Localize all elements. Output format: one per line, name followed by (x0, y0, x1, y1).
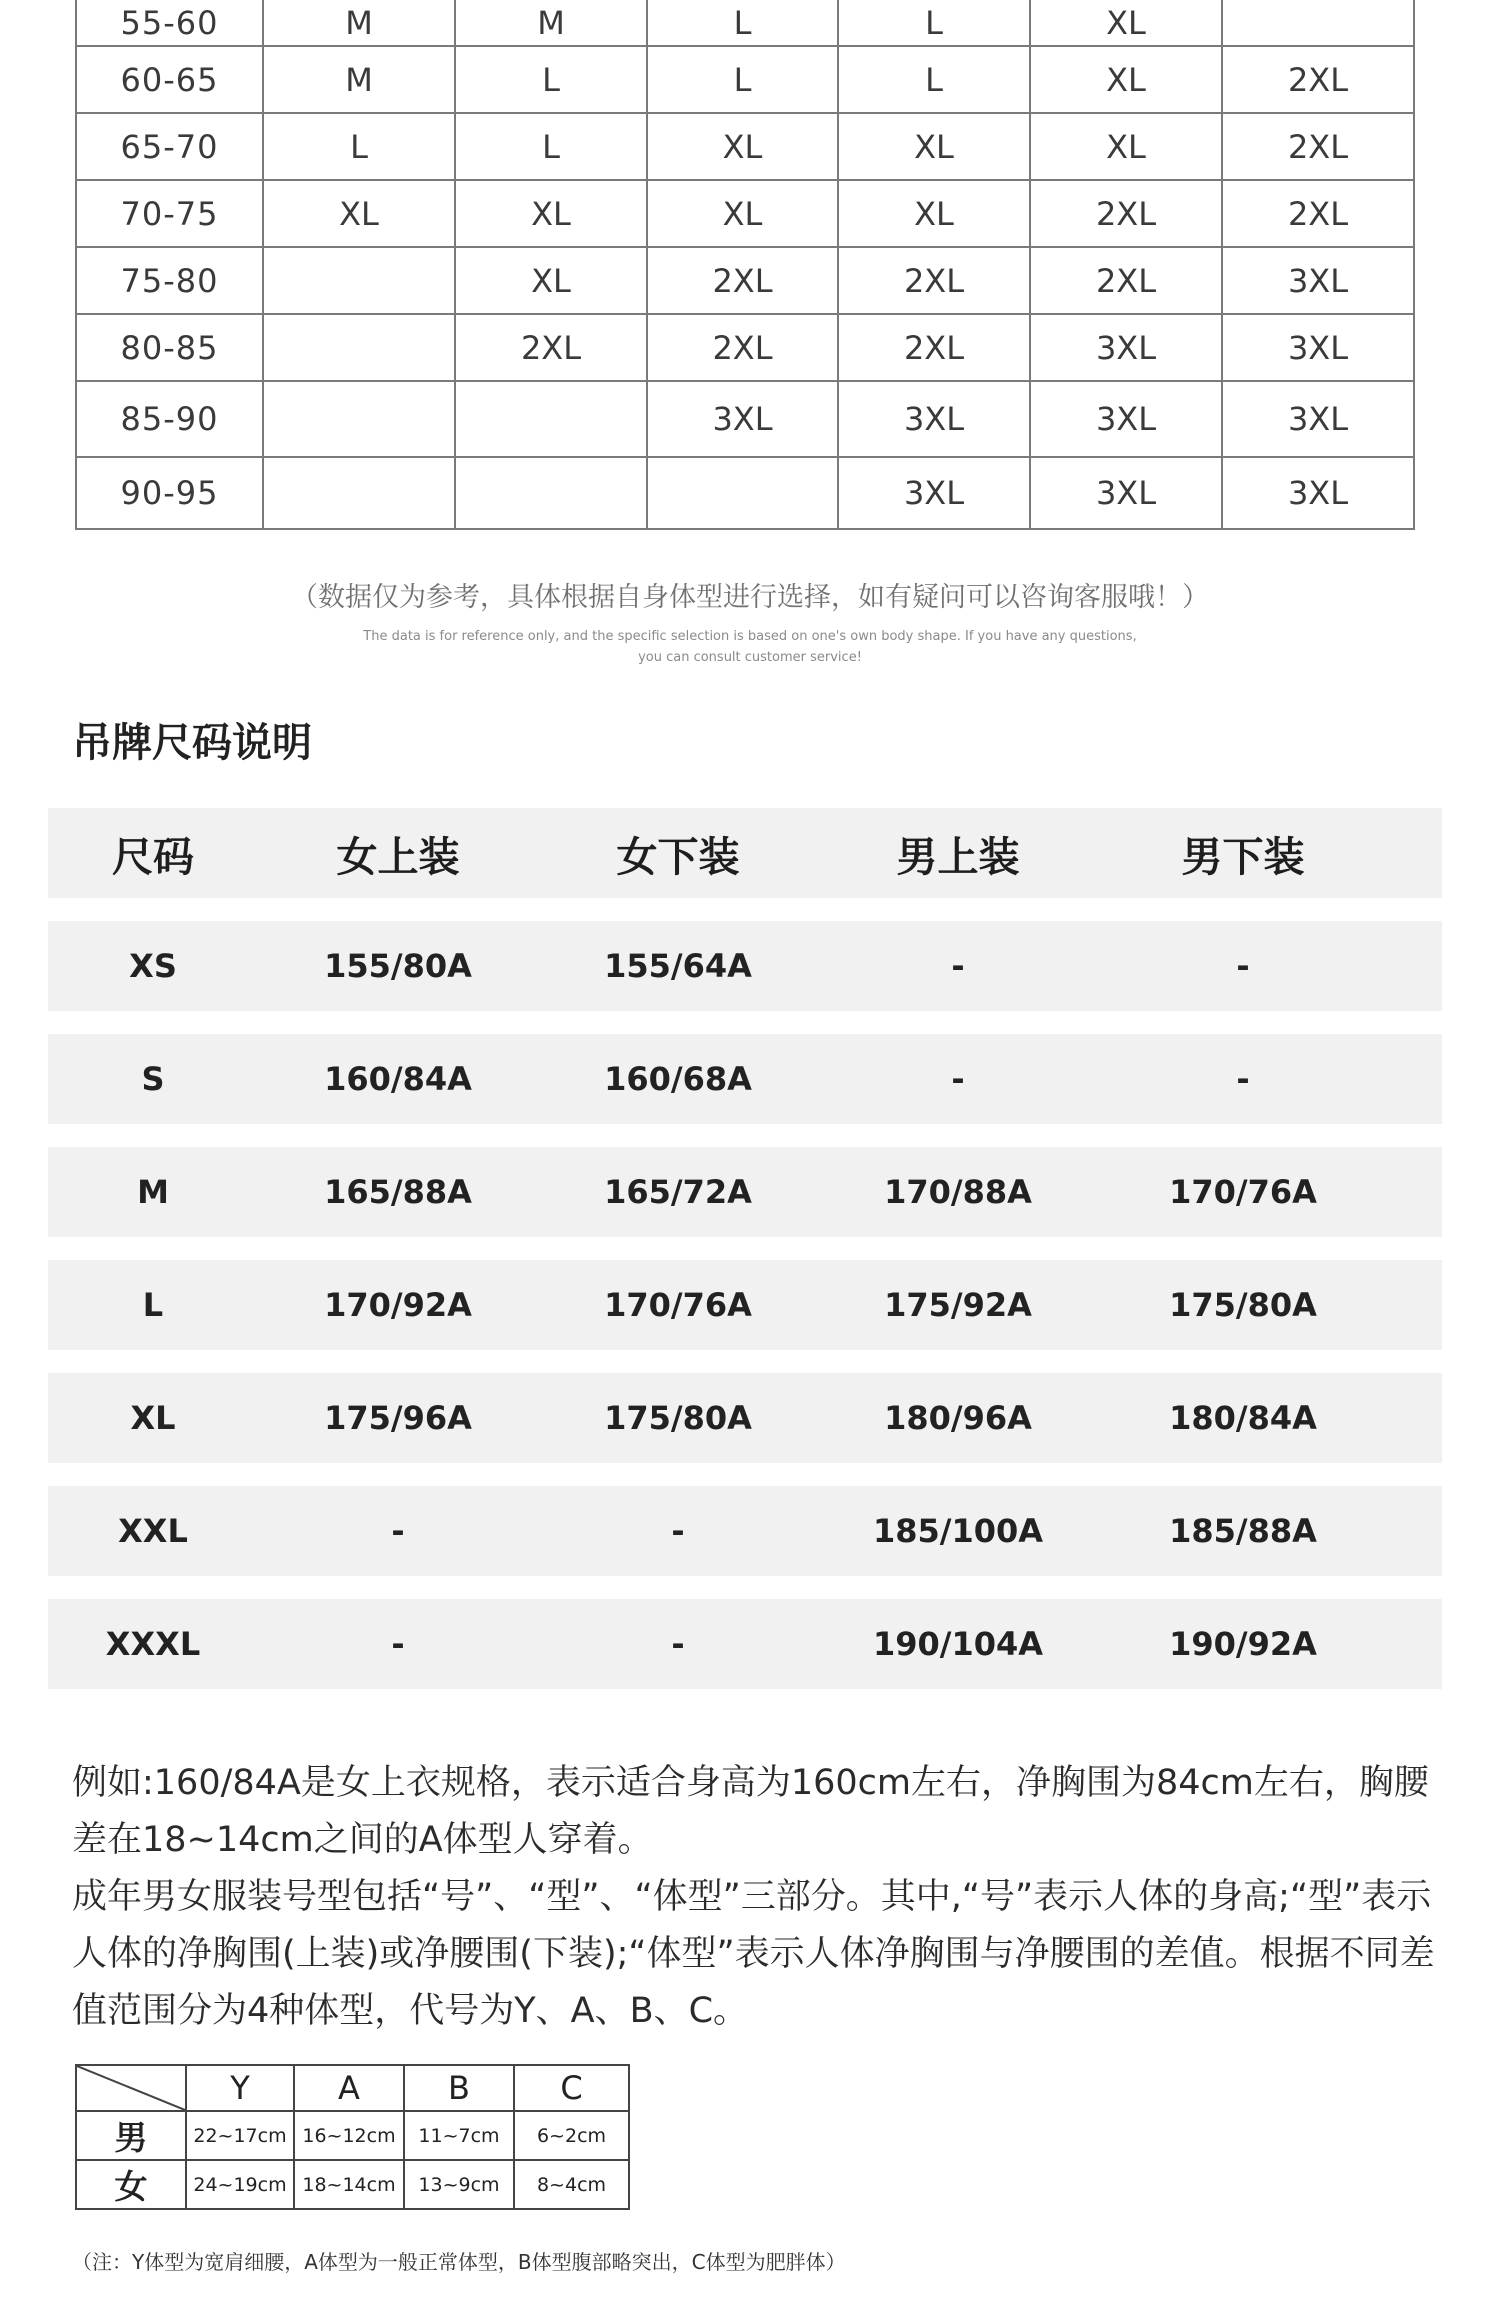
size-cell: 2XL (647, 247, 838, 314)
tag-row (48, 921, 1442, 1011)
size-cell: 3XL (1222, 247, 1414, 314)
tag-size-value: - (671, 1512, 685, 1550)
weight-range-cell: 55-60 (76, 0, 263, 46)
section-title: 吊牌尺码说明 (72, 720, 312, 766)
chest-waist-diff-cell: 13~9cm (404, 2160, 514, 2209)
reference-note-en-line2: you can consult customer service! (638, 650, 862, 665)
tag-header-cell: 女上装 (336, 832, 460, 881)
size-cell (455, 457, 647, 529)
tag-row (48, 1599, 1442, 1689)
chest-waist-diff-cell: 18~14cm (294, 2160, 404, 2209)
explanation-text (72, 1755, 1442, 2040)
tag-size-value: 160/84A (324, 1060, 472, 1098)
tag-size-value: - (951, 1060, 965, 1098)
tag-size-label: XS (129, 947, 177, 985)
size-cell: 3XL (1222, 314, 1414, 381)
grid-row (76, 113, 1414, 180)
tag-size-value: 175/80A (1169, 1286, 1317, 1324)
size-cell: XL (455, 180, 647, 247)
explanation-example: 例如:160/84A是女上衣规格，表示适合身高为160cm左右，净胸围为84cm左右，胸腰差在18~14cm之间的A体型人穿着。 (72, 1763, 1429, 1860)
grid-row (76, 247, 1414, 314)
size-cell: 2XL (1030, 180, 1222, 247)
tag-size-value: 180/84A (1169, 1399, 1317, 1437)
tag-table-header (48, 808, 1442, 898)
grid-row (76, 46, 1414, 113)
tag-size-value: 180/96A (884, 1399, 1032, 1437)
body-type-table (75, 2064, 630, 2210)
size-cell: 3XL (1222, 381, 1414, 457)
tag-size-label: M (137, 1173, 169, 1211)
tag-size-value: - (951, 947, 965, 985)
size-cell: 3XL (1222, 457, 1414, 529)
size-cell: 2XL (1222, 180, 1414, 247)
weight-size-grid (75, 0, 1413, 530)
tag-header-cell: 男下装 (1181, 832, 1305, 881)
size-cell: 2XL (647, 314, 838, 381)
weight-range-cell: 80-85 (76, 314, 263, 381)
tag-size-value: 170/76A (604, 1286, 752, 1324)
body-type-column-header: B (404, 2065, 514, 2111)
tag-size-label: S (141, 1060, 165, 1098)
size-cell: M (263, 0, 455, 46)
tag-size-value: 175/80A (604, 1399, 752, 1437)
size-cell: 3XL (1030, 314, 1222, 381)
reference-note-en (0, 626, 1500, 668)
chest-waist-diff-cell: 6~2cm (514, 2111, 629, 2160)
size-cell: XL (838, 180, 1030, 247)
size-cell: 2XL (455, 314, 647, 381)
tag-size-value: 155/80A (324, 947, 472, 985)
size-cell: XL (838, 113, 1030, 180)
chest-waist-diff-cell: 11~7cm (404, 2111, 514, 2160)
size-cell: 3XL (647, 381, 838, 457)
tag-size-value: - (671, 1625, 685, 1663)
tag-header-cell: 女下装 (616, 832, 740, 881)
tag-size-label: XXXL (105, 1625, 201, 1663)
gender-label: 男 (76, 2111, 186, 2160)
tag-header-cell: 男上装 (896, 832, 1020, 881)
tag-header-cell: 尺码 (112, 832, 194, 881)
size-cell: M (263, 46, 455, 113)
tag-size-value: - (391, 1512, 405, 1550)
chest-waist-diff-cell: 22~17cm (186, 2111, 294, 2160)
size-cell: XL (1030, 0, 1222, 46)
weight-range-cell: 75-80 (76, 247, 263, 314)
size-cell: XL (263, 180, 455, 247)
chest-waist-diff-cell: 24~19cm (186, 2160, 294, 2209)
tag-size-value: - (1236, 947, 1250, 985)
tag-size-value: 155/64A (604, 947, 752, 985)
size-cell: L (838, 46, 1030, 113)
grid-row (76, 457, 1414, 529)
body-type-table-wrap (75, 2064, 630, 2210)
size-cell (647, 457, 838, 529)
tag-size-value: 190/92A (1169, 1625, 1317, 1663)
size-cell: XL (1030, 113, 1222, 180)
body-type-footnote: （注：Y体型为宽肩细腰，A体型为一般正常体型，B体型腹部略突出，C体型为肥胖体） (72, 2250, 846, 2274)
tag-size-value: 175/92A (884, 1286, 1032, 1324)
grid-row (76, 314, 1414, 381)
weight-range-cell: 65-70 (76, 113, 263, 180)
chest-waist-diff-cell: 8~4cm (514, 2160, 629, 2209)
size-cell: L (647, 0, 838, 46)
body-type-column-header: C (514, 2065, 629, 2111)
tag-size-label: XL (130, 1399, 176, 1437)
tag-size-value: 190/104A (872, 1625, 1044, 1663)
tag-row (48, 1260, 1442, 1350)
explanation-definition: 成年男女服装号型包括“号”、“型”、“体型”三部分。其中,“号”表示人体的身高;“型”表示人体的净胸围(上装)或净腰围(下装);“体型”表示人体净胸围与净腰围的差值。根据不同差值范围分为4种体型，代号为Y、A、B、C。 (72, 1877, 1435, 2031)
tag-row (48, 1373, 1442, 1463)
weight-range-cell: 60-65 (76, 46, 263, 113)
size-cell: L (455, 46, 647, 113)
size-cell: 3XL (838, 457, 1030, 529)
size-cell (263, 314, 455, 381)
size-cell: 2XL (1222, 46, 1414, 113)
tag-size-value: 170/76A (1169, 1173, 1317, 1211)
size-cell: XL (647, 113, 838, 180)
grid-row (76, 180, 1414, 247)
size-cell (455, 381, 647, 457)
tag-size-label: XXL (118, 1512, 188, 1550)
body-type-header-row (76, 2065, 629, 2111)
body-type-column-header: A (294, 2065, 404, 2111)
gender-label: 女 (76, 2160, 186, 2209)
tag-size-label: L (142, 1286, 164, 1324)
hang-tag-size-table (48, 808, 1442, 1712)
tag-row (48, 1147, 1442, 1237)
weight-range-cell: 90-95 (76, 457, 263, 529)
size-cell (1222, 0, 1414, 46)
size-cell: 2XL (838, 247, 1030, 314)
reference-note-en-line1: The data is for reference only, and the specific selection is based on one's own body shape. If you have any questions, (363, 629, 1137, 644)
tag-size-value: - (391, 1625, 405, 1663)
body-type-row (76, 2111, 629, 2160)
weight-range-cell: 70-75 (76, 180, 263, 247)
size-cell: XL (455, 247, 647, 314)
size-cell: L (263, 113, 455, 180)
size-cell: 2XL (1030, 247, 1222, 314)
size-cell: 3XL (838, 381, 1030, 457)
size-cell (263, 381, 455, 457)
size-cell: L (647, 46, 838, 113)
weight-size-table (75, 0, 1415, 530)
reference-note-cn: （数据仅为参考，具体根据自身体型进行选择，如有疑问可以咨询客服哦！） (291, 582, 1209, 613)
size-cell: XL (647, 180, 838, 247)
tag-size-value: - (1236, 1060, 1250, 1098)
size-cell: XL (1030, 46, 1222, 113)
grid-row (76, 0, 1414, 46)
chest-waist-diff-cell: 16~12cm (294, 2111, 404, 2160)
size-cell: 3XL (1030, 457, 1222, 529)
size-cell (263, 247, 455, 314)
size-cell (263, 457, 455, 529)
tag-size-value: 175/96A (324, 1399, 472, 1437)
size-cell: M (455, 0, 647, 46)
body-type-row (76, 2160, 629, 2209)
tag-size-value: 165/88A (324, 1173, 472, 1211)
size-cell: L (838, 0, 1030, 46)
diagonal-corner-cell (76, 2065, 186, 2111)
size-cell: 3XL (1030, 381, 1222, 457)
size-cell: 2XL (1222, 113, 1414, 180)
tag-row (48, 1486, 1442, 1576)
tag-size-value: 165/72A (604, 1173, 752, 1211)
grid-row (76, 381, 1414, 457)
tag-size-value: 170/92A (324, 1286, 472, 1324)
tag-size-value: 185/88A (1169, 1512, 1317, 1550)
weight-range-cell: 85-90 (76, 381, 263, 457)
size-cell: 2XL (838, 314, 1030, 381)
tag-row (48, 1034, 1442, 1124)
tag-size-value: 160/68A (604, 1060, 752, 1098)
tag-size-value: 185/100A (872, 1512, 1044, 1550)
body-type-column-header: Y (186, 2065, 294, 2111)
size-cell: L (455, 113, 647, 180)
tag-size-value: 170/88A (884, 1173, 1032, 1211)
